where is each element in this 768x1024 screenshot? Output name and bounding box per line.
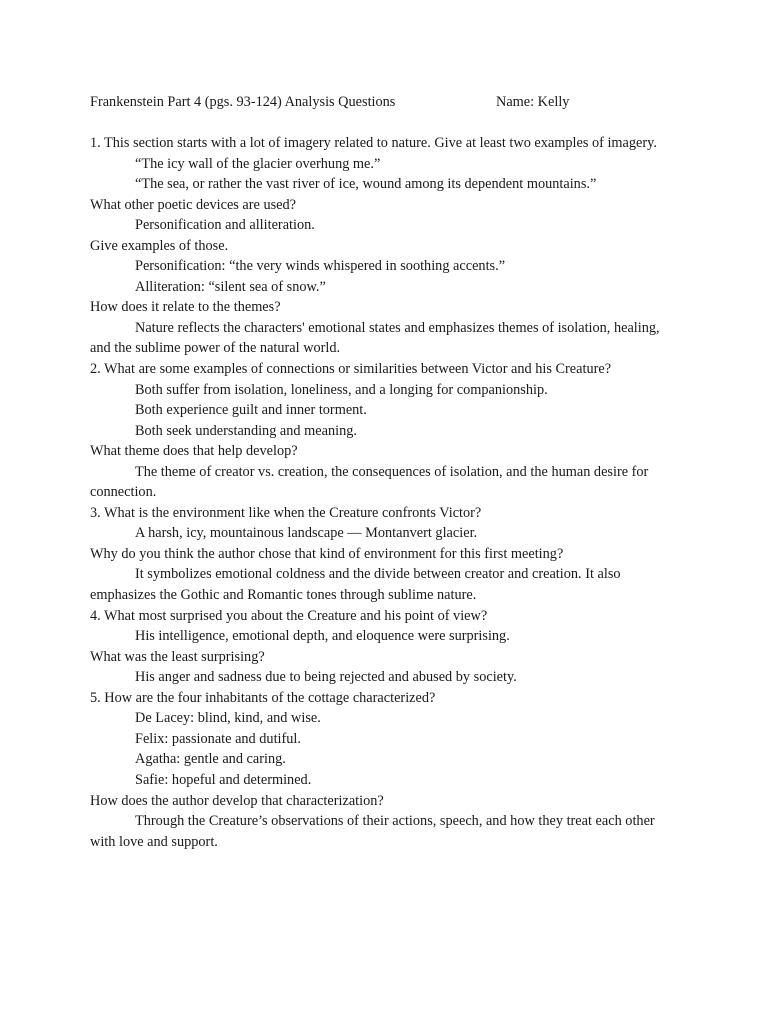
question-text: 3. What is the environment like when the Creature confronts Victor? (90, 504, 482, 521)
question-text: What was the least surprising? (90, 648, 265, 665)
document-title: Frankenstein Part 4 (pgs. 93-124) Analysis Questions (90, 94, 396, 110)
answer-text: Nature reflects the characters' emotional states and emphasizes themes of isolation, healing, and the sublime power of the natural world. (90, 319, 660, 357)
question-text: 4. What most surprised you about the Creature and his point of view? (90, 607, 488, 624)
answer-text: “The sea, or rather the vast river of ice, wound among its dependent mountains.” (135, 176, 597, 193)
answer-text: A harsh, icy, mountainous landscape — Montanvert glacier. (135, 525, 478, 542)
answer-text: Through the Creature’s observations of their actions, speech, and how they treat each other with love and support. (90, 813, 655, 850)
question-text: Why do you think the author chose that kind of environment for this first meeting? (90, 545, 564, 562)
answer-text: Felix: passionate and dutiful. (135, 730, 301, 747)
answer-text: Both seek understanding and meaning. (135, 422, 357, 439)
question-text: Give examples of those. (90, 237, 229, 254)
answer-text: Both experience guilt and inner torment. (135, 402, 367, 419)
document-body (90, 133, 670, 852)
answer-text: Alliteration: “silent sea of snow.” (135, 278, 326, 295)
answer-text: It symbolizes emotional coldness and the divide between creator and creation. It also emphasizes the Gothic and Romantic tones through sublime nature. (90, 566, 621, 604)
answer-text: Safie: hopeful and determined. (135, 771, 312, 788)
document-header (90, 92, 670, 112)
question-text: How does it relate to the themes? (90, 299, 281, 316)
document-page (90, 92, 670, 852)
answer-text: Agatha: gentle and caring. (135, 751, 286, 768)
question-text: What theme does that help develop? (90, 443, 298, 460)
question-text: What other poetic devices are used? (90, 196, 297, 213)
answer-text: The theme of creator vs. creation, the consequences of isolation, and the human desire for connection. (90, 463, 649, 501)
answer-text: Both suffer from isolation, loneliness, and a longing for companionship. (135, 381, 548, 398)
answer-text: De Lacey: blind, kind, and wise. (135, 710, 321, 727)
answer-text: His intelligence, emotional depth, and eloquence were surprising. (135, 628, 510, 645)
answer-text: Personification and alliteration. (135, 217, 315, 234)
question-text: 2. What are some examples of connections or similarities between Victor and his Creature? (90, 361, 612, 378)
question-text: 1. This section starts with a lot of imagery related to nature. Give at least two examples of imagery. (90, 135, 657, 151)
question-text: How does the author develop that characterization? (90, 792, 384, 809)
question-text: 5. How are the four inhabitants of the cottage characterized? (90, 689, 436, 706)
answer-text: His anger and sadness due to being rejected and abused by society. (135, 669, 517, 686)
answer-text: “The icy wall of the glacier overhung me.” (135, 155, 381, 172)
answer-text: Personification: “the very winds whispered in soothing accents.” (135, 258, 506, 275)
student-name: Name: Kelly (496, 94, 570, 110)
